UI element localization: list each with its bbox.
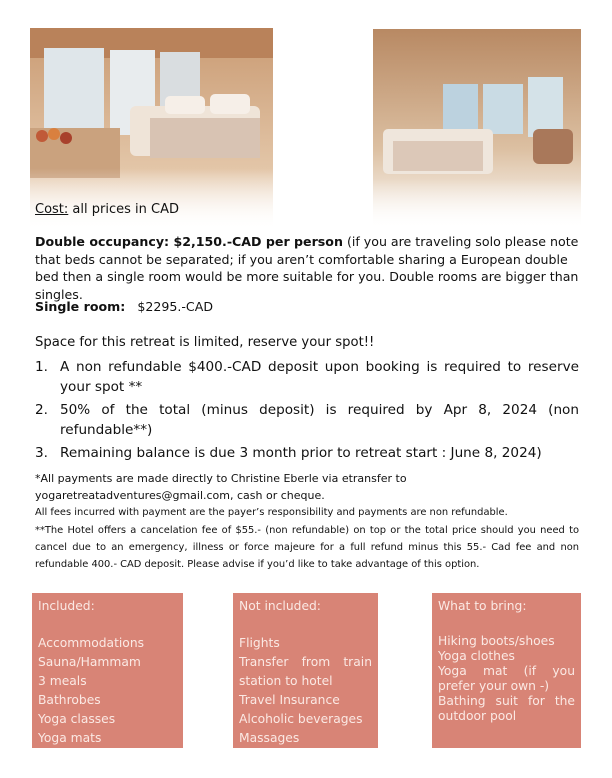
list-item: Yoga mat (if you bbox=[438, 664, 575, 678]
list-item: 3 meals bbox=[38, 674, 87, 688]
payment-notes bbox=[35, 470, 579, 573]
list-text: 50% of the total (minus deposit) is required by Apr 8, 2024 (non refundable**) bbox=[60, 402, 579, 438]
included-heading: Included: bbox=[38, 599, 95, 613]
note-cancelation: **The Hotel offers a cancelation fee of $55.- (non refundable) on top or the total price should you need to cancel due to an emergency, illness or force majeure for a full refund minus this 55.- Cad fee and non refundable 400.- CAD deposit. Please advise if you’d like to take advantage of this option. bbox=[35, 524, 579, 571]
list-item: Accommodations bbox=[38, 636, 145, 650]
included-box bbox=[32, 593, 183, 748]
list-item bbox=[35, 400, 579, 440]
what-to-bring-box bbox=[432, 593, 581, 748]
list-item: Massages bbox=[239, 731, 300, 745]
cost-label: Cost: bbox=[35, 202, 69, 217]
list-item: Sauna/Hammam bbox=[38, 655, 141, 669]
list-item: Yoga mats bbox=[38, 731, 102, 745]
space-notice: Space for this retreat is limited, reserve your spot!! bbox=[35, 335, 375, 350]
list-item: Bathrobes bbox=[38, 693, 101, 707]
list-item: Flights bbox=[239, 636, 280, 650]
list-number: 1. bbox=[35, 359, 48, 375]
cost-line bbox=[35, 202, 179, 217]
note-etransfer: *All payments are made directly to Christine Eberle via etransfer to bbox=[35, 472, 407, 485]
list-item: Bathing suit for the bbox=[438, 694, 575, 708]
list-item: Hiking boots/shoes bbox=[438, 634, 555, 648]
list-item: Transfer from train bbox=[239, 655, 372, 669]
list-item: outdoor pool bbox=[438, 709, 517, 723]
cost-text: all prices in CAD bbox=[72, 202, 179, 217]
list-item: Yoga clothes bbox=[438, 649, 515, 663]
list-text: A non refundable $400.-CAD deposit upon booking is required to reserve your spot ** bbox=[60, 359, 579, 395]
list-item bbox=[35, 357, 579, 397]
list-item: station to hotel bbox=[239, 674, 333, 688]
list-item: Alcoholic beverages bbox=[239, 712, 363, 726]
list-number: 2. bbox=[35, 402, 48, 418]
single-room-price: $2295.-CAD bbox=[137, 299, 214, 314]
double-occupancy-paragraph bbox=[35, 233, 580, 303]
hotel-room-mountain-view-photo bbox=[373, 29, 581, 229]
single-room-label: Single room: bbox=[35, 299, 126, 314]
single-room-line bbox=[35, 298, 213, 316]
not-included-box bbox=[233, 593, 378, 748]
double-occupancy-price: Double occupancy: $2,150.-CAD per person bbox=[35, 234, 343, 249]
not-included-heading: Not included: bbox=[239, 599, 321, 613]
list-item: prefer your own -) bbox=[438, 679, 550, 693]
list-item: Travel Insurance bbox=[239, 693, 340, 707]
list-number: 3. bbox=[35, 445, 48, 461]
what-to-bring-heading: What to bring: bbox=[438, 599, 527, 613]
double-occupancy-note: (if you are traveling solo please note that beds cannot be separated; if you aren’t comfortable sharing a European double bed then a single room would be more suitable for you. Double rooms are bigger than singles. bbox=[35, 234, 579, 302]
note-fees: All fees incurred with payment are the payer’s responsibility and payments are non refundable. bbox=[35, 507, 508, 519]
hotel-room-photo bbox=[30, 28, 273, 230]
list-text: Remaining balance is due 3 month prior to retreat start : June 8, 2024) bbox=[60, 445, 542, 461]
list-item bbox=[35, 443, 579, 463]
payment-schedule-list bbox=[35, 357, 579, 466]
note-email: yogaretreatadventures@gmail.com, cash or cheque. bbox=[35, 489, 325, 503]
list-item: Yoga classes bbox=[38, 712, 116, 726]
